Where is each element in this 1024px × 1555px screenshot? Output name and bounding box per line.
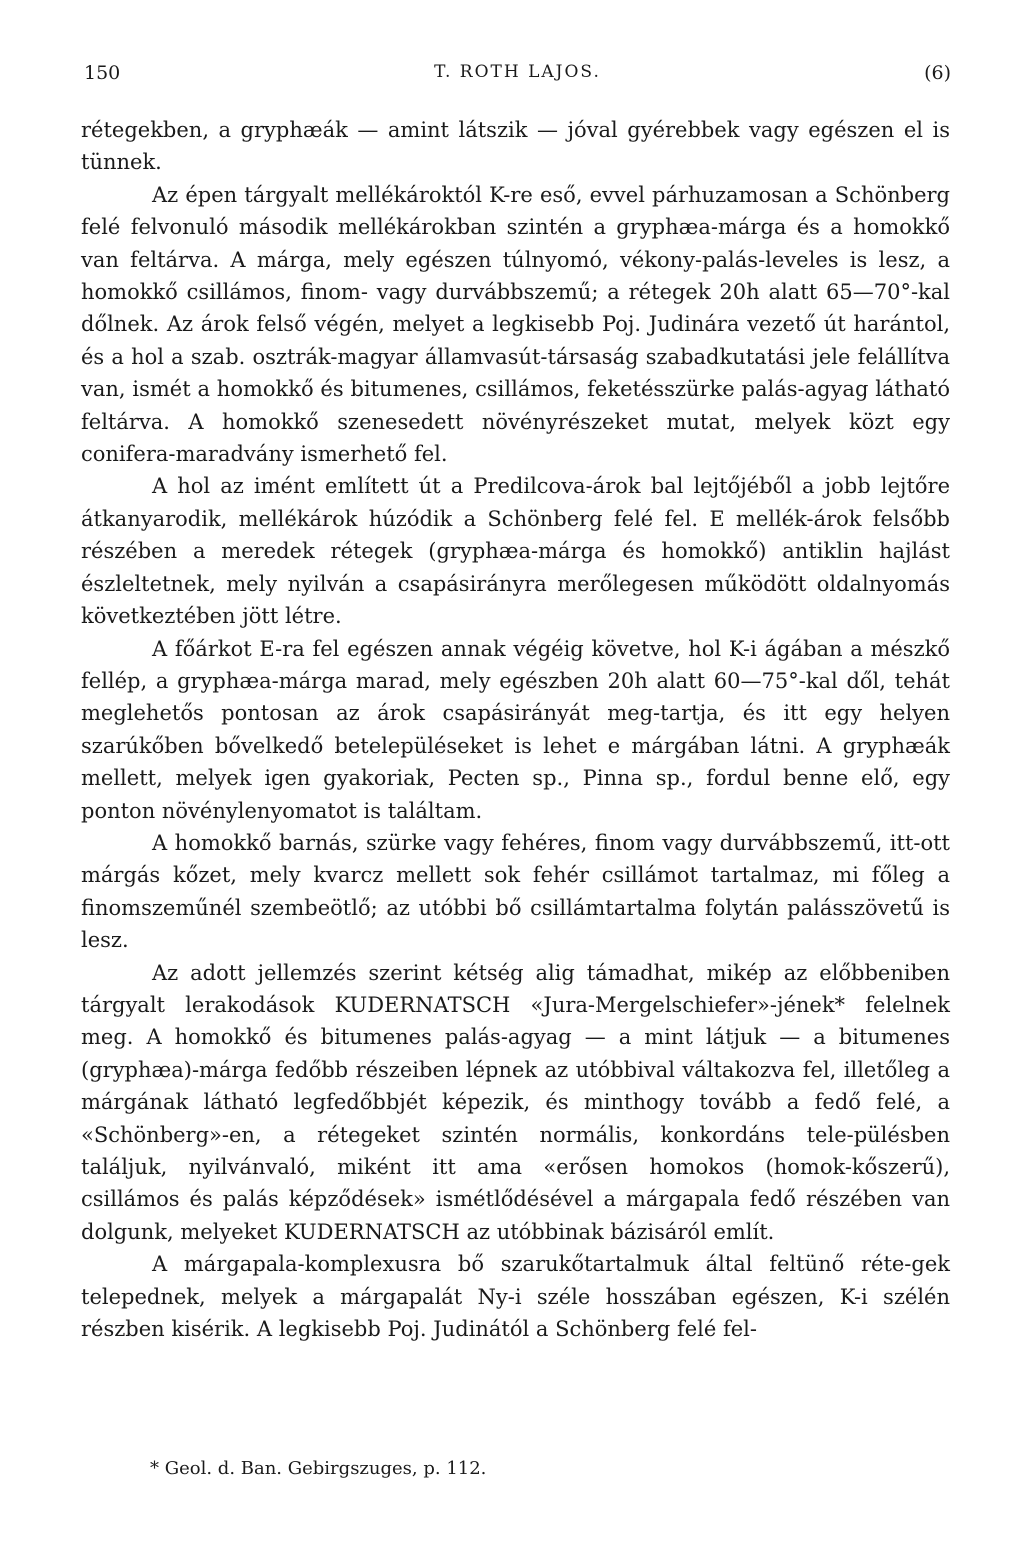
page-number: 150 — [84, 62, 121, 84]
section-number: (6) — [924, 62, 951, 84]
paragraph: A hol az imént említett út a Predilcova-árok bal lejtőjéből a jobb lejtőre átkanyarodik, mellékárok húzódik a Schönberg felé fel. E mellék-árok felsőbb részében a meredek rétegek (gryphæa-márga és homokkő) antiklin hajlást észleltetnek, mely nyilván a csapásirányra merőlegesen működött oldalnyomás következtében jött létre. — [81, 474, 950, 629]
body-text — [81, 114, 950, 1345]
paragraph: A homokkő barnás, szürke vagy fehéres, finom vagy durvábbszemű, itt-ott márgás kőzet, mely kvarcz mellett sok fehér csillámot tartalmaz, mi főleg a finomszeműnél szembeötlő; az utóbbi bő csillámtartalma folytán palásszövetű is lesz. — [81, 830, 950, 953]
running-head: T. ROTH LAJOS. — [434, 62, 601, 82]
footnote: * Geol. d. Ban. Gebirgszuges, p. 112. — [150, 1458, 487, 1479]
page-header — [84, 62, 951, 102]
paragraph: Az adott jellemzés szerint kétség alig támadhat, mikép az előbbeniben tárgyalt lerakodások KUDERNATSCH «Jura-Mergelschiefer»-jének* felelnek meg. A homokkő és bitumenes palás-agyag — a mint látjuk — a bitumenes (gryphæa)-márga fedőbb részeiben lépnek az utóbbival váltakozva fel, illetőleg a márgának látható legfedőbbjét képezik, és minthogy tovább a fedő felé, a «Schönberg»-en, a rétegeket szintén normális, konkordáns tele-pülésben találjuk, nyilvánvaló, miként itt ama «erősen homokos (homok-kőszerű), csillámos és palás képződések» ismétlődésével a márgapala fedő részében van dolgunk, melyeket KUDERNATSCH az utóbbinak bázisáról említ. — [81, 960, 950, 1244]
paragraph: Az épen tárgyalt mellékároktól K-re eső, evvel párhuzamosan a Schönberg felé felvonuló második mellékárokban szintén a gryphæa-márga és a homokkő van feltárva. A márga, mely egészen túlnyomó, vékony-palás-leveles is lesz, a homokkő csillámos, finom- vagy durvábbszemű; a rétegek 20h alatt 65—70°-kal dőlnek. Az árok felső végén, melyet a legkisebb Poj. Judinára vezető út harántol, és a hol a szab. osztrák-magyar államvasút-társaság szabadkutatási jele felállítva van, ismét a homokkő és bitumenes, csillámos, feketésszürke palás-agyag látható feltárva. A homokkő szenesedett növényrészeket mutat, melyek közt egy conifera-maradvány ismerhető fel. — [81, 182, 950, 467]
paragraph: A főárkot E-ra fel egészen annak végéig követve, hol K-i ágában a mészkő fellép, a gryphæa-márga marad, mely egészben 20h alatt 60—75°-kal dől, tehát meglehetős pontosan az árok csapásirányát meg-tartja, és itt egy helyen szarúkőben bővelkedő betelepüléseket is lehet e márgában látni. A gryphæák mellett, melyek igen gyakoriak, Pecten sp., Pinna sp., fordul benne elő, egy ponton növénylenyomatot is találtam. — [81, 636, 950, 823]
paragraph: A márgapala-komplexusra bő szarukőtartalmuk által feltünő réte-gek telepednek, melyek a márgapalát Ny-i széle hosszában egészen, K-i szélén részben kisérik. A legkisebb Poj. Judinától a Schönberg felé fel- — [81, 1252, 950, 1342]
paragraph: rétegekben, a gryphæák — amint látszik — jóval gyérebbek vagy egészen el is tünnek. — [81, 118, 950, 175]
